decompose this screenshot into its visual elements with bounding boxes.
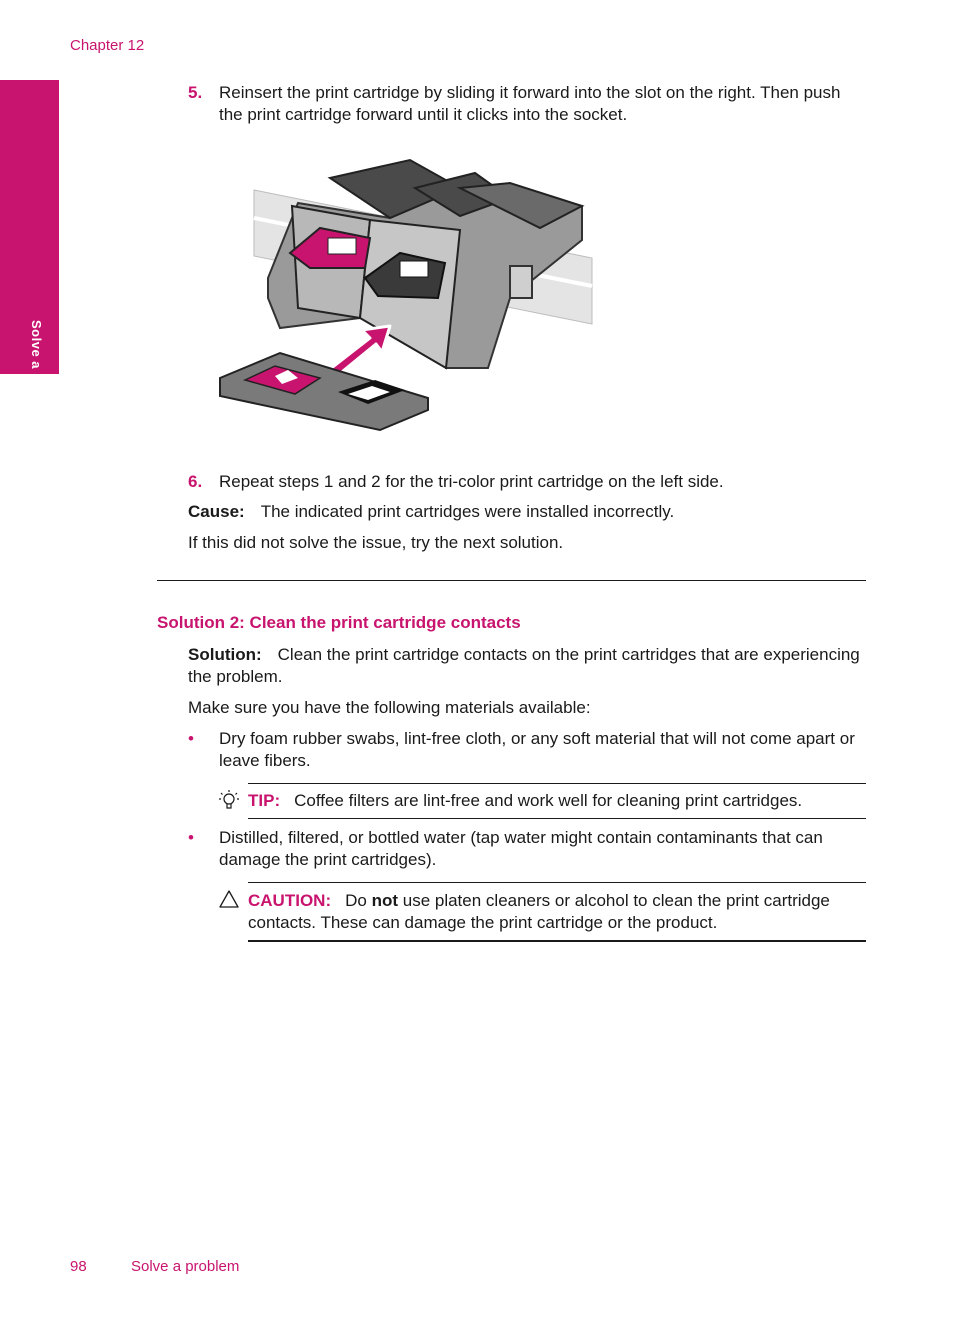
- tip-text: Coffee filters are lint-free and work well for cleaning print cartridges.: [294, 791, 803, 810]
- solution-paragraph: [188, 644, 868, 688]
- step-5: [188, 82, 868, 126]
- caution-label: CAUTION:: [248, 891, 332, 910]
- cause-label: Cause:: [188, 502, 245, 521]
- step-text: Repeat steps 1 and 2 for the tri-color print cartridge on the left side.: [219, 472, 724, 491]
- solution-2-heading: Solution 2: Clean the print cartridge contacts: [157, 613, 521, 632]
- print-carriage-illustration: [210, 148, 600, 438]
- tip-note: [248, 790, 866, 812]
- section-divider: [157, 580, 866, 581]
- cause-paragraph: [188, 501, 868, 523]
- step-number: 5.: [188, 83, 203, 102]
- bullet-dot: •: [188, 729, 194, 748]
- caution-bold: not: [371, 891, 399, 910]
- step-6: [188, 471, 868, 493]
- materials-intro: Make sure you have the following materials available:: [188, 698, 591, 717]
- tip-top-rule: [248, 783, 866, 784]
- side-tab: [0, 80, 59, 428]
- bullet-dot: •: [188, 828, 194, 847]
- caution-post: use platen cleaners or alcohol to clean the print cartridge contacts. These can damage the print cartridge or the product.: [248, 891, 830, 932]
- warning-triangle-icon: [219, 890, 239, 908]
- footer-title: Solve a problem: [131, 1258, 240, 1275]
- list-item: [188, 728, 868, 772]
- page-number: 98: [70, 1258, 87, 1275]
- caution-top-rule: [248, 882, 866, 883]
- lightbulb-icon: [219, 790, 239, 812]
- caution-pre: Do: [345, 891, 372, 910]
- list-item-text: Dry foam rubber swabs, lint-free cloth, or any soft material that will not come apart or leave fibers.: [219, 729, 855, 770]
- tip-label: TIP:: [248, 791, 281, 810]
- chapter-header: Chapter 12: [70, 37, 145, 54]
- cause-text: The indicated print cartridges were installed incorrectly.: [260, 502, 675, 521]
- step-number: 6.: [188, 472, 203, 491]
- caution-note: [248, 890, 866, 934]
- caution-bottom-rule: [248, 940, 866, 942]
- step-text: Reinsert the print cartridge by sliding it forward into the slot on the right. Then push the print cartridge forward until it clicks into the socket.: [219, 83, 841, 124]
- next-solution-text: If this did not solve the issue, try the next solution.: [188, 533, 564, 552]
- side-tab-label: Solve a problem: [29, 320, 44, 428]
- solution-text: Clean the print cartridge contacts on the print cartridges that are experiencing the problem.: [188, 645, 860, 686]
- tip-bottom-rule: [248, 818, 866, 819]
- list-item: [188, 827, 868, 871]
- solution-label: Solution:: [188, 645, 262, 664]
- list-item-text: Distilled, filtered, or bottled water (tap water might contain contaminants that can damage the print cartridges).: [219, 828, 823, 869]
